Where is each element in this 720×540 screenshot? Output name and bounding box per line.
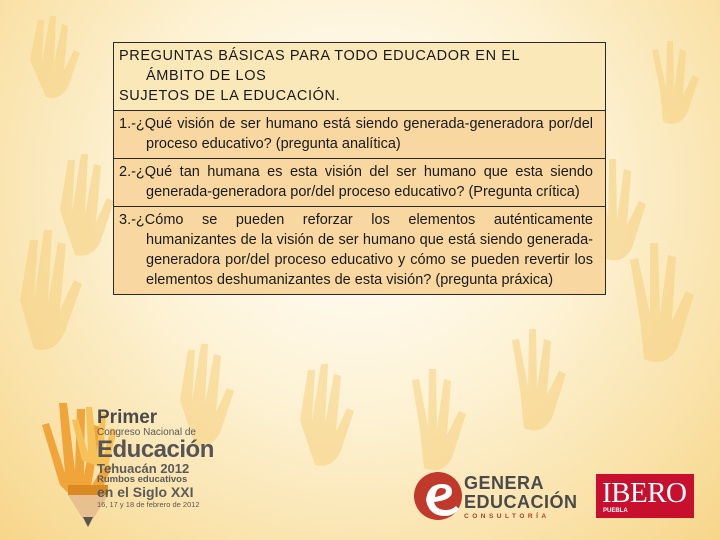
congress-fecha: 16, 17 y 18 de febrero de 2012 xyxy=(97,499,200,509)
congress-congreso: Congreso Nacional de xyxy=(97,427,196,438)
table-header xyxy=(114,43,605,111)
ibero-puebla-logo xyxy=(596,474,694,518)
header-line-2: ÁMBITO DE LOS xyxy=(146,68,267,84)
congress-educacion: Educación xyxy=(97,436,214,463)
congress-logo-text xyxy=(97,408,214,508)
genera-line-3: CONSULTORÍA xyxy=(464,513,550,520)
genera-line-1: GENERA xyxy=(464,473,545,493)
ibero-name: IBERO xyxy=(602,477,687,509)
genera-line-2: EDUCACIÓN xyxy=(464,492,578,512)
congress-rumbos: Rumbos educativos xyxy=(97,474,188,485)
genera-text xyxy=(464,474,578,521)
question-row-3: 3.-¿Cómo se pueden reforzar los elementos auténticamente humanizantes de la visión de ser humano que está siendo generada-generadora por/del proceso educativo y cómo se pueden revertir los elementos deshumanizantes de esta visión? (pregunta práxica) xyxy=(114,207,605,294)
ibero-sub: PUEBLA xyxy=(603,508,628,514)
header-line-3: SUJETOS DE LA EDUCACIÓN. xyxy=(119,88,341,104)
header-line-1: PREGUNTAS BÁSICAS PARA TODO EDUCADOR EN EL xyxy=(119,48,521,64)
genera-educacion-logo xyxy=(410,466,610,528)
congress-tehuacan: Tehuacán 2012 xyxy=(97,461,190,476)
congress-primer: Primer xyxy=(97,407,158,428)
question-row-2: 2.-¿Qué tan humana es esta visión del ser humano que esta siendo generada-generadora por/del proceso educativo? (Pregunta crítica) xyxy=(114,159,605,207)
questions-table xyxy=(113,42,606,295)
question-row-1: 1.-¿Qué visión de ser humano está siendo generada-generadora por/del proceso educativo? (pregunta analítica) xyxy=(114,111,605,159)
congress-siglo: en el Siglo XXI xyxy=(97,483,194,500)
genera-e-icon xyxy=(410,466,462,524)
